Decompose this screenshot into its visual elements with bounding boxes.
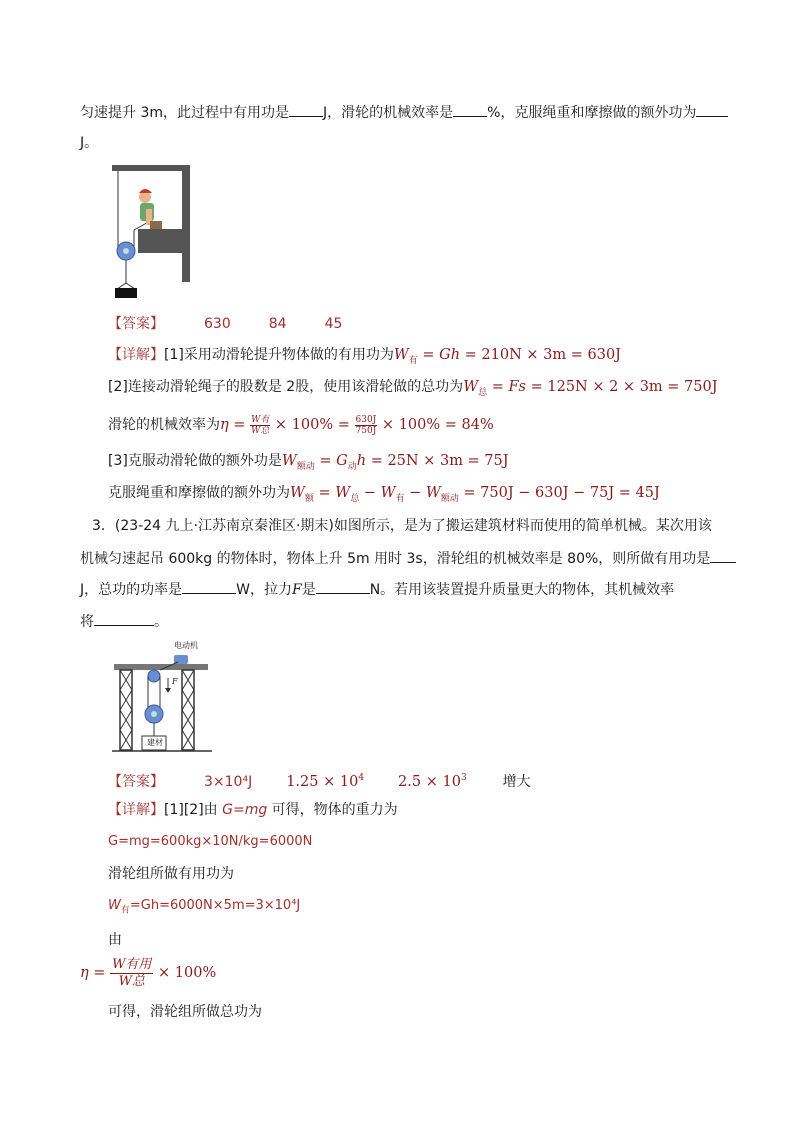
math: = [313,485,336,501]
math: W [290,485,305,501]
answer-blank [453,102,487,117]
math: − [359,485,381,501]
detail-line [80,956,216,990]
answer-value: 增大 [502,773,531,790]
figure-label-motor: 电动机 [174,641,198,650]
text: J。 [80,135,99,151]
text: N。若用该装置提升质量更大的物体，其机械效率 [369,582,675,598]
detail-line [108,864,234,884]
fraction-numerator: W有用 [112,956,152,972]
answer-sup: 3 [460,773,467,783]
math: W [380,485,396,501]
detail-line [108,451,509,477]
math: W [393,347,409,363]
answer-blank [94,611,154,626]
math: = 750J − 630J − 75J = 45J [458,485,660,501]
detail-label: 【详解】 [108,347,164,363]
detail-line [108,413,494,437]
formula: G=mg=600kg×10N/kg=6000N [108,834,313,849]
answer-value: 2.5 × 10 [398,773,461,790]
math: Gh [439,347,461,363]
answer-value: 45 [324,316,343,332]
text: W，拉力 [236,582,292,598]
answer-value: 84 [268,316,287,332]
math: W [281,453,297,469]
math-sub: 有 [395,493,405,504]
math: = [314,453,337,469]
detail-line [108,832,312,852]
math-sub: 有 [408,355,418,366]
math: η [80,965,89,981]
answer-sup: 4 [358,773,365,783]
math: W [463,379,479,395]
question-line [80,102,728,123]
fraction-denominator: 750J [355,425,377,436]
math: W [335,485,351,501]
question-line [80,611,168,632]
text: 3．(23-24 九上·江苏南京秦淮区·期末)如图所示，是为了搬运建筑材料而使用的简单机械。某次用该 [92,518,712,534]
detail-line [108,345,621,371]
math: × 100% = 84% [377,417,494,433]
math-sub: 额 [304,493,314,504]
fraction-numerator: W有 [251,414,270,425]
text: 克服绳重和摩擦做的额外功为 [108,485,290,501]
math: × 100% [153,965,217,981]
figure-label-force: F [172,677,178,686]
math: = [88,965,111,981]
answer-value: 1.25 × 10 [286,773,359,790]
answer-row [108,314,342,334]
formula: W [108,898,121,913]
text: [1][2]由 [164,802,223,818]
text: 匀速提升 3m，此过程中有用功是 [80,105,289,121]
detail-line [108,483,660,509]
text: F [291,582,302,598]
math-sub: 总 [350,493,360,504]
answer-blank [696,102,728,117]
fraction-denominator: W总 [251,425,270,436]
math-sub: 额动 [440,493,459,504]
formula: G=mg [222,802,268,818]
question-line [80,548,736,569]
figure-label-material: 建材 [147,738,163,747]
math: Fs [508,379,526,395]
detail-line [108,930,122,950]
formula-sub: 有 [120,905,130,916]
math: = 125N × 2 × 3m = 750J [526,379,718,395]
math: − [404,485,426,501]
detail-line [108,896,300,921]
math-sub: 额动 [296,461,315,472]
question-line [80,133,98,153]
text: J，总功的功率是 [80,582,183,598]
math: = [417,347,440,363]
text: 由 [108,932,122,948]
math: × 100% = [270,417,355,433]
math: G [336,453,348,469]
fraction-numerator: 630J [355,414,377,425]
math-sub: 总 [478,387,488,398]
fraction-denominator: W总 [118,973,145,989]
text: 机械匀速起吊 600kg 的物体时，物体上升 5m 用时 3s，滑轮组的机械效率是 80%，则所做有用功是 [80,551,711,567]
answer-blank [182,579,236,594]
text: 。 [154,614,168,630]
math-sub: 动 [347,461,357,472]
math: = [487,379,509,395]
answer-blank [289,102,323,117]
text: 滑轮的机械效率为 [108,417,220,433]
text: [1]采用动滑轮提升物体做的有用功为 [164,347,394,363]
pulley-figure-1 [108,165,193,300]
detail-line [108,1002,262,1022]
detail-line [108,377,718,403]
answer-value: 3×10⁴J [204,773,253,790]
math: W [425,485,441,501]
answer-blank [316,579,370,594]
text: 可得，滑轮组所做总功为 [108,1004,262,1020]
answer-value: 630 [204,316,231,332]
answer-label: 【答案】 [108,773,164,790]
question-line [80,579,674,600]
text: [2]连接动滑轮绳子的股数是 2股，使用该滑轮做的总功为 [108,379,464,395]
text: 可得，物体的重力为 [267,802,398,818]
question-line [92,516,712,536]
text: 滑轮组所做有用功为 [108,866,234,882]
math: h [356,453,367,469]
detail-label: 【详解】 [108,802,164,818]
math: = 25N × 3m = 75J [366,453,509,469]
text: J，滑轮的机械效率是 [323,105,454,121]
text: %，克服绳重和摩擦做的额外功为 [487,105,697,121]
text: [3]克服动滑轮做的额外功是 [108,453,282,469]
text: 是 [301,582,316,598]
math: = [228,417,251,433]
answer-blank [710,548,736,563]
text: 将 [80,614,94,630]
answer-row [108,768,531,792]
detail-line [108,800,398,820]
formula: =Gh=6000N×5m=3×10⁴J [129,898,301,913]
math: = 210N × 3m = 630J [460,347,621,363]
math: η [220,417,229,433]
answer-label: 【答案】 [108,316,164,332]
